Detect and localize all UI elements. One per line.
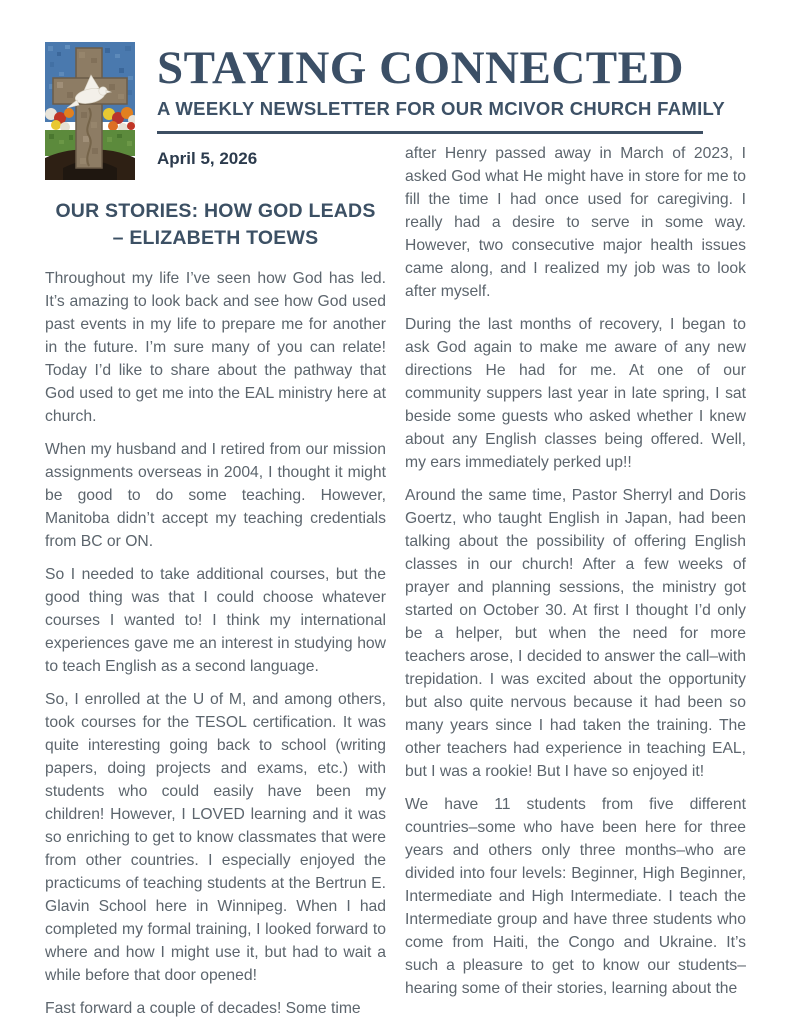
- paragraph: after Henry passed away in March of 2023, I asked God what He might have in store for me to fill the time I had once used for caregiving. I really had a desire to serve in some way. However, two consecutive major health issues came along, and I realized my job was to look after myself.: [405, 145, 746, 300]
- paragraph: So, I enrolled at the U of M, and among others, took courses for the TESOL certification. It was quite interesting going back to school (writing papers, doing projects and exams, etc.) with students who could easily have been my children! However, I LOVED learning and it was so enriching to get to know classmates that were from other countries. I especially enjoyed the practicums of teaching students at the Bertrun E. Glavin School here in Winnipeg. When I had completed my formal training, I looked forward to where and how I might use it, but had to wait a while before that door opened!: [45, 691, 386, 984]
- paragraph: Fast forward a couple of decades! Some time: [45, 1000, 361, 1017]
- paragraph: Around the same time, Pastor Sherryl and Doris Goertz, who taught English in Japan, had been talking about the possibility of offering English classes in our church! After a few weeks of prayer and planning sessions, the ministry got started on October 30. At first I thought I’d only be a helper, but when the need for more teachers arose, I decided to answer the call–with trepidation. I was excited about the opportunity but also quite nervous because it had been so many years since I had taken the training. The other teachers had experience in teaching EAL, but I was a rookie! But I have so enjoyed it!: [405, 487, 746, 780]
- article-heading: [45, 198, 386, 252]
- issue-date: April 5, 2026: [157, 149, 258, 168]
- mosaic-cross-dove-icon: [45, 42, 135, 180]
- paragraph: We have 11 students from five different countries–some who have been here for three years and others only three months–who are divided into four levels: Beginner, High Beginner, Intermediate and High Intermediate. I teach the Intermediate group and have three students who come from Haiti, the Congo and Ukraine. It’s such a pleasure to get to know our students–hearing some of their stories, learning about the: [405, 796, 746, 997]
- newsletter-subtitle: A WEEKLY NEWSLETTER FOR OUR MCIVOR CHURCH FAMILY: [157, 98, 726, 119]
- masthead: [157, 42, 726, 134]
- header-divider: [157, 131, 703, 134]
- article-heading-line1: OUR STORIES: HOW GOD LEADS: [55, 200, 376, 222]
- article-heading-line2: – ELIZABETH TOEWS: [112, 227, 319, 249]
- right-column: [405, 142, 746, 1010]
- paragraph: When my husband and I retired from our mission assignments overseas in 2004, I thought it might be good to do some teaching. However, Manitoba didn’t accept my teaching credentials from BC or ON.: [45, 441, 386, 550]
- mosaic-cross-dove-image: [45, 42, 135, 180]
- paragraph: During the last months of recovery, I began to ask God again to make me aware of any new directions He had for me. At one of our community suppers last year in late spring, I sat beside some guests who asked whether I knew about any English classes being offered. Well, my ears immediately perked up!!: [405, 316, 746, 471]
- paragraph: So I needed to take additional courses, but the good thing was that I could choose whatever courses I wanted to! I think my international experiences gave me an interest in studying how to teach English as a second language.: [45, 566, 386, 675]
- newsletter-title: STAYING CONNECTED: [157, 42, 684, 94]
- paragraph: Throughout my life I’ve seen how God has led. It’s amazing to look back and see how God used past events in my life to prepare me for another in the future. I’m sure many of you can relate! Today I’d like to share about the pathway that God used to get me into the EAL ministry here at church.: [45, 270, 386, 425]
- left-column: [45, 198, 386, 1024]
